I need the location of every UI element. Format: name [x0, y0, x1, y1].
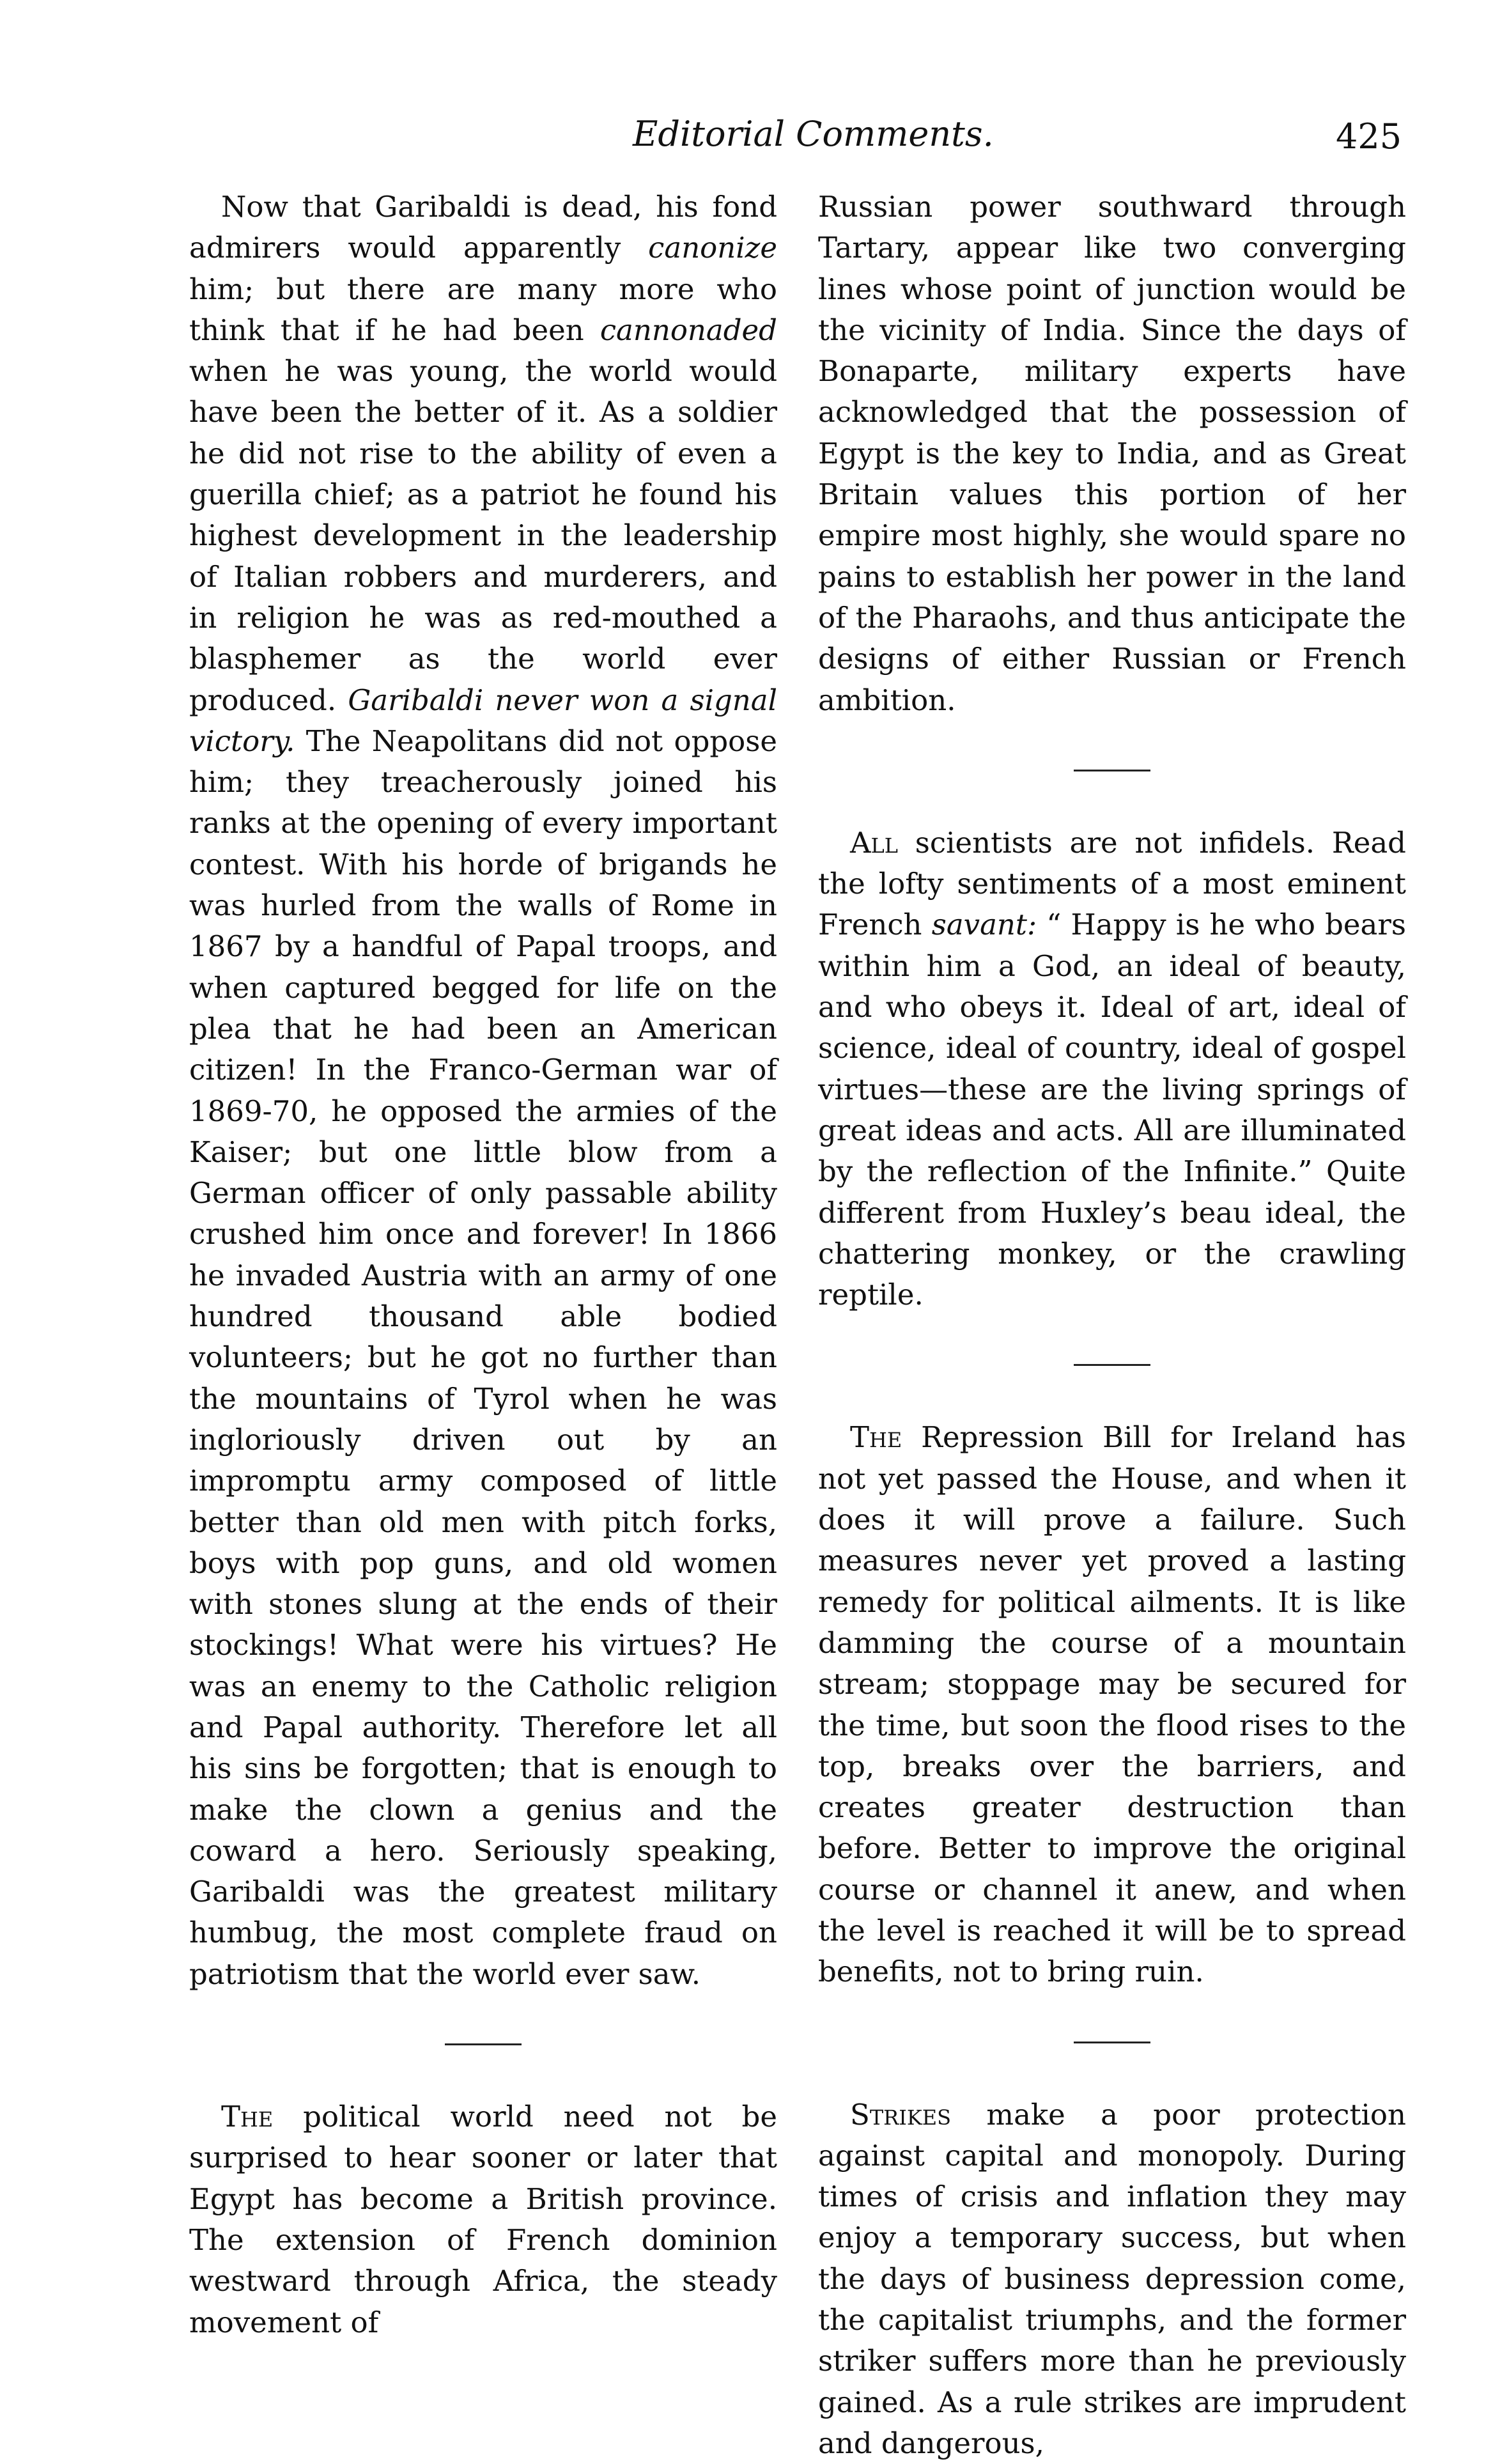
text-run: when he was young, the world would have been the better of it. As a soldier he did not rise to the ability of even a guerilla chief; as a patriot he found his highest development in the leadership of Italian robbers and murderers, and in religion he was as red-mouthed a blasphemer as the world ever produced.: [189, 354, 777, 717]
repression-paragraph: [818, 1417, 1406, 1992]
italic-emphasis: Garibaldi never won a signal victory.: [189, 683, 777, 758]
section-divider: [1074, 770, 1150, 771]
section-divider: [445, 2043, 522, 2045]
lead-word: All: [850, 825, 898, 860]
egypt-paragraph-continued: Russian power southward through Tartary, appear like two converging lines whose point of junction would be the vicinity of India. Since the days of Bonaparte, military experts have acknowledged that the possession of Egypt is the key to India, and as Great Britain values this portion of her empire most highly, she would spare no pains to establish her power in the land of the Pharaohs, and thus anticipate the designs of either Russian or French ambition.: [818, 190, 1406, 717]
italic-canonize: canonize: [648, 231, 777, 265]
italic-cannonaded: cannonaded: [600, 313, 777, 347]
text-run: political world need not be surprised to hear sooner or later that Egypt has become a British province. The extension of French dominion westward through Africa, the steady movement of: [189, 2100, 777, 2339]
scientists-paragraph: [818, 823, 1406, 1316]
left-column: [189, 187, 777, 2343]
right-column: [818, 187, 1406, 2464]
garibaldi-paragraph: [189, 187, 777, 1995]
text-run: “ Happy is he who bears within him a God, an ideal of beauty, and who obeys it. Ideal of art, ideal of science, ideal of country, ideal of gospel virtues—these are the living springs of great ideas and acts. All are illuminated by the reflection of the Infinite.” Quite different from Huxley’s beau ideal, the chattering monkey, or the crawling reptile.: [818, 908, 1406, 1312]
text-run: make a poor protection against capital and monopoly. During times of crisis and inflation they may enjoy a temporary success, but when the days of business depression come, the capitalist triumphs, and the former striker suffers more than he previously gained. As a rule strikes are imprudent and dangerous,: [818, 2097, 1406, 2460]
section-divider: [1074, 1364, 1150, 1366]
italic-savant: savant:: [931, 908, 1037, 942]
text-run: Repression Bill for Ireland has not yet passed the House, and when it does it will prove a failure. Such measures never yet proved a lasting remedy for political ailments. It is like damming the course of a mountain stream; stoppage may be secured for the time, but soon the flood rises to the top, breaks over the barriers, and creates greater destruction than before. Better to improve the original course or channel it anew, and when the level is reached it will be to spread benefits, not to bring ruin.: [818, 1420, 1406, 1989]
text-run: scientists are not infidels. Read the lofty sentiments of a most eminent French: [818, 825, 1406, 942]
egypt-paragraph: [189, 2096, 777, 2343]
page-number: 425: [1336, 116, 1402, 157]
running-title: Editorial Comments.: [633, 114, 994, 154]
strikes-paragraph: [818, 2095, 1406, 2464]
lead-word: The: [221, 2100, 274, 2134]
text-run: Now that Garibaldi is dead, his fond admirers would apparently: [189, 190, 777, 265]
lead-word: The: [850, 1420, 902, 1455]
text-run: The Neapolitans did not oppose him; they treacherously joined his ranks at the opening of every important contest. With his horde of brigands he was hurled from the walls of Rome in 1867 by a handful of Papal troops, and when captured begged for life on the plea that he had been an American citizen! In the Franco-German war of 1869-70, he opposed the armies of the Kaiser; but one little blow from a German officer of only passable ability crushed him once and forever! In 1866 he invaded Austria with an army of one hundred thousand able bodied volunteers; but he got no further than the mountains of Tyrol when he was ingloriously driven out by an impromptu army composed of little better than old men with pitch forks, boys with pop guns, and old women with stones slung at the ends of their stockings! What were his virtues? He was an enemy to the Catholic religion and Papal authority. Therefore let all his sins be forgotten; that is enough to make the clown a genius and the coward a hero. Seriously speaking, Garibaldi was the greatest military humbug, the most complete fraud on patriotism that the world ever saw.: [189, 724, 777, 1991]
section-divider: [1074, 2042, 1150, 2043]
lead-word: Strikes: [850, 2097, 952, 2132]
running-head: [0, 114, 1493, 165]
text-run: him; but there are many more who think that if he had been: [189, 272, 777, 347]
